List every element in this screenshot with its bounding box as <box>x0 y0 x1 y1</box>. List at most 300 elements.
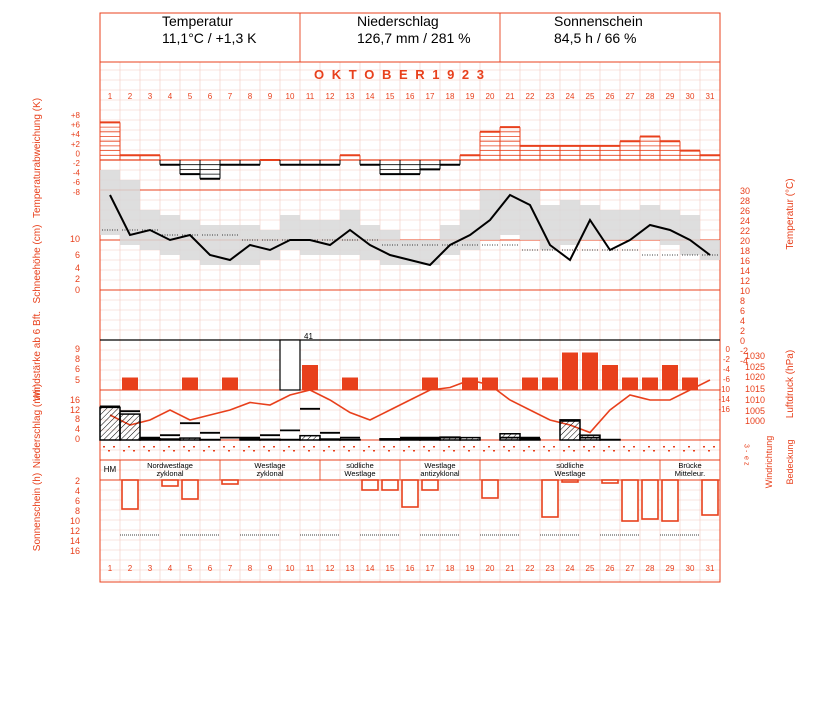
cloud-mark <box>473 446 475 448</box>
day-label-bottom: 28 <box>645 564 655 573</box>
day-label-bottom: 12 <box>325 564 335 573</box>
wind-bar <box>682 378 698 391</box>
label-temp-deviation: Temperaturabweichung (K) <box>32 97 43 219</box>
cloud-mark <box>708 450 710 452</box>
temp-tick: 16 <box>740 256 751 266</box>
cloud-mark <box>453 450 455 452</box>
temp-dev-tick: +2 <box>70 139 80 149</box>
temp-tick: 26 <box>740 206 751 216</box>
precip-bar <box>120 414 140 440</box>
pressure-tick: 1025 <box>745 362 766 372</box>
cloud-mark <box>503 446 505 448</box>
wind-bar <box>602 365 618 390</box>
weather-type-label: Mitteleur. <box>674 469 706 478</box>
wind-tick: 8 <box>74 354 80 364</box>
temp-tick: 14 <box>740 266 751 276</box>
day-label-bottom: 21 <box>505 564 515 573</box>
pressure-dev-tick: -6 <box>722 375 730 384</box>
cloud-mark <box>273 446 275 448</box>
sunshine-bar <box>162 480 178 486</box>
temp-tick: -2 <box>740 346 749 356</box>
label-cloud-cover: Bedeckung <box>785 439 795 485</box>
cloud-mark <box>593 446 595 448</box>
cloud-mark <box>523 450 525 452</box>
cloud-mark <box>323 450 325 452</box>
sunshine-bar <box>622 480 638 521</box>
wind-tick: 9 <box>74 344 80 354</box>
temp-tick: 24 <box>740 216 751 226</box>
cloud-mark <box>613 450 615 452</box>
precip-tick: 12 <box>69 405 80 415</box>
day-label-bottom: 22 <box>525 564 535 573</box>
cloud-mark <box>568 446 570 448</box>
cloud-mark <box>128 446 130 448</box>
cloud-mark <box>688 446 690 448</box>
temp-range-band <box>380 230 400 265</box>
day-label-bottom: 17 <box>425 564 435 573</box>
header-sunshine-title: Sonnenschein <box>554 13 643 29</box>
cloud-mark <box>168 446 170 448</box>
temp-tick: 10 <box>740 286 751 296</box>
cloud-mark <box>383 446 385 448</box>
cloud-mark <box>248 446 250 448</box>
cloud-mark <box>448 446 450 448</box>
day-label-top: 25 <box>585 92 595 101</box>
cloud-mark <box>483 450 485 452</box>
cloud-mark <box>623 446 625 448</box>
pressure-tick: 1000 <box>745 416 766 426</box>
day-label-bottom: 5 <box>187 564 193 573</box>
day-label-bottom: 8 <box>247 564 253 573</box>
month-title: O K T O B E R 1 9 2 3 <box>313 67 487 82</box>
temp-tick: 6 <box>740 306 746 316</box>
sun-tick: 4 <box>74 486 80 496</box>
day-label-top: 29 <box>665 92 675 101</box>
day-label-top: 24 <box>565 92 575 101</box>
cloud-mark <box>463 446 465 448</box>
day-label-top: 18 <box>445 92 455 101</box>
cloud-legend-mark: 3 <box>742 444 750 448</box>
day-label-top: 13 <box>345 92 355 101</box>
precip-bar <box>140 439 160 440</box>
cloud-mark <box>113 446 115 448</box>
temp-range-band <box>480 190 500 240</box>
day-label-top: 14 <box>365 92 375 101</box>
sunshine-bar <box>222 480 238 484</box>
weather-type-label: zyklonal <box>156 469 184 478</box>
precip-tick: 0 <box>74 434 80 444</box>
day-label-top: 2 <box>127 92 133 101</box>
sunshine-bar <box>662 480 678 521</box>
cloud-mark <box>313 446 315 448</box>
day-label-bottom: 30 <box>685 564 695 573</box>
wind-bar <box>280 340 300 390</box>
wind-peak-label: 41 <box>304 332 313 341</box>
cloud-mark <box>703 446 705 448</box>
cloud-mark <box>423 446 425 448</box>
label-wind-force: Windstärke ab 6 Bft. <box>32 310 43 402</box>
day-label-bottom: 31 <box>705 564 715 573</box>
temp-dev-tick: -8 <box>72 187 80 197</box>
cloud-mark <box>203 450 205 452</box>
temp-range-band <box>340 210 360 255</box>
cloud-mark <box>488 446 490 448</box>
pressure-tick: 1005 <box>745 406 766 416</box>
day-label-top: 19 <box>465 92 475 101</box>
precip-tick: 16 <box>69 395 80 405</box>
cloud-mark <box>468 450 470 452</box>
cloud-mark <box>333 450 335 452</box>
cloud-mark <box>393 446 395 448</box>
wind-tick: 6 <box>74 364 80 374</box>
day-label-bottom: 15 <box>385 564 395 573</box>
day-label-bottom: 13 <box>345 564 355 573</box>
temp-dev-tick: -4 <box>72 168 80 178</box>
temp-tick: 8 <box>740 296 746 306</box>
wind-bar <box>542 378 558 391</box>
day-label-top: 27 <box>625 92 635 101</box>
cloud-legend-mark: - <box>742 450 750 453</box>
wind-bar <box>222 378 238 391</box>
sun-tick: 10 <box>69 516 80 526</box>
day-label-bottom: 24 <box>565 564 575 573</box>
weather-type-label: zyklonal <box>256 469 284 478</box>
cloud-mark <box>228 450 230 452</box>
cloud-mark <box>308 450 310 452</box>
day-label-bottom: 16 <box>405 564 415 573</box>
cloud-mark <box>343 446 345 448</box>
cloud-mark <box>433 446 435 448</box>
day-label-bottom: 9 <box>267 564 273 573</box>
cloud-mark <box>243 450 245 452</box>
cloud-mark <box>233 446 235 448</box>
wind-bar <box>522 378 538 391</box>
cloud-mark <box>653 450 655 452</box>
precip-bar <box>460 438 480 440</box>
cloud-mark <box>183 446 185 448</box>
temp-dev-tick: +8 <box>70 111 80 120</box>
day-label-top: 4 <box>167 92 173 101</box>
temp-tick: 22 <box>740 226 751 236</box>
label-wind-direction: Windrichtung <box>764 435 774 489</box>
cloud-mark <box>563 450 565 452</box>
day-label-top: 7 <box>227 92 233 101</box>
label-temperature: Temperatur (°C) <box>785 178 796 250</box>
temp-tick: 12 <box>740 276 751 286</box>
label-sunshine: Sonnenschein (h) <box>32 472 43 552</box>
cloud-mark <box>283 450 285 452</box>
cloud-mark <box>573 450 575 452</box>
cloud-mark <box>583 446 585 448</box>
precip-bar <box>380 439 400 440</box>
cloud-mark <box>628 450 630 452</box>
pressure-tick: 1020 <box>745 372 766 382</box>
cloud-mark <box>348 450 350 452</box>
wind-bar <box>582 353 598 391</box>
day-label-top: 21 <box>505 92 515 101</box>
temp-tick: -4 <box>740 356 749 366</box>
cloud-mark <box>208 446 210 448</box>
cloud-mark <box>428 450 430 452</box>
cloud-mark <box>103 446 105 448</box>
header-sunshine-value: 84,5 h / 66 % <box>554 30 637 46</box>
day-label-top: 23 <box>545 92 555 101</box>
temp-range-band <box>100 170 120 235</box>
wind-bar <box>342 378 358 391</box>
cloud-mark <box>213 450 215 452</box>
cloud-mark <box>173 450 175 452</box>
label-snow-depth: Schneehöhe (cm) <box>32 224 43 304</box>
precip-tick: 4 <box>74 424 80 434</box>
sun-tick: 8 <box>74 506 80 516</box>
precip-bar <box>560 420 580 440</box>
cloud-mark <box>153 446 155 448</box>
precip-bar <box>420 439 440 440</box>
wind-bar <box>182 378 198 391</box>
temp-dev-tick: +4 <box>70 130 80 140</box>
sun-tick: 14 <box>69 536 80 546</box>
cloud-mark <box>493 450 495 452</box>
snow-tick: 4 <box>74 263 80 273</box>
temp-tick: 30 <box>740 186 751 196</box>
sunshine-bar <box>482 480 498 498</box>
day-label-top: 31 <box>705 92 715 101</box>
day-label-bottom: 27 <box>625 564 635 573</box>
cloud-mark <box>663 446 665 448</box>
wind-bar <box>422 378 438 391</box>
snow-tick: 0 <box>74 285 80 295</box>
day-label-bottom: 25 <box>585 564 595 573</box>
label-precipitation: Niederschlag (mm) <box>32 383 43 469</box>
cloud-mark <box>553 446 555 448</box>
day-label-bottom: 1 <box>107 564 113 573</box>
sunshine-bar <box>382 480 398 490</box>
temp-tick: 2 <box>740 326 746 336</box>
cloud-mark <box>413 450 415 452</box>
cloud-legend-mark: z <box>742 462 750 466</box>
cloud-mark <box>223 446 225 448</box>
wind-bar <box>302 365 318 390</box>
day-label-bottom: 18 <box>445 564 455 573</box>
snow-tick: 2 <box>74 274 80 284</box>
weather-type-label: Nordwestlage <box>147 461 193 470</box>
day-label-bottom: 19 <box>465 564 475 573</box>
label-pressure: Luftdruck (hPa) <box>785 349 796 419</box>
cloud-mark <box>443 450 445 452</box>
cloud-mark <box>263 446 265 448</box>
header-temperature-value: 11,1°C / +1,3 K <box>162 30 257 46</box>
day-label-bottom: 3 <box>147 564 153 573</box>
pressure-tick: 1015 <box>745 384 766 394</box>
wind-bar <box>562 353 578 391</box>
temp-tick: 4 <box>740 316 746 326</box>
cloud-mark <box>193 446 195 448</box>
cloud-mark <box>713 446 715 448</box>
cloud-mark <box>513 446 515 448</box>
temp-range-band <box>520 190 540 240</box>
sun-tick: 2 <box>74 476 80 486</box>
day-label-bottom: 4 <box>167 564 173 573</box>
precip-bar <box>320 439 340 440</box>
sunshine-bar <box>542 480 558 517</box>
cloud-mark <box>668 450 670 452</box>
cloud-mark <box>288 446 290 448</box>
weather-type-label: Brücke <box>678 461 702 470</box>
pressure-dev-tick: -10 <box>718 385 730 394</box>
cloud-mark <box>548 450 550 452</box>
temp-dev-tick: -2 <box>72 159 80 168</box>
precip-bar <box>240 439 260 440</box>
temp-range-band <box>500 190 520 235</box>
temp-tick: 20 <box>740 236 751 246</box>
sunshine-bar <box>562 480 578 482</box>
header-precipitation-value: 126,7 mm / 281 % <box>357 30 471 46</box>
day-label-bottom: 11 <box>305 564 315 573</box>
cloud-mark <box>388 450 390 452</box>
weather-type-label: südliche <box>556 461 584 470</box>
cloud-mark <box>373 450 375 452</box>
cloud-mark <box>368 446 370 448</box>
cloud-mark <box>533 450 535 452</box>
day-label-bottom: 14 <box>365 564 375 573</box>
day-label-top: 17 <box>425 92 435 101</box>
temp-tick: 28 <box>740 196 751 206</box>
temp-tick: 18 <box>740 246 751 256</box>
wind-bar <box>622 378 638 391</box>
temp-tick: 0 <box>740 336 746 346</box>
day-label-top: 8 <box>247 92 253 101</box>
sunshine-bar <box>402 480 418 507</box>
day-label-top: 11 <box>305 92 315 101</box>
cloud-mark <box>683 450 685 452</box>
day-label-bottom: 2 <box>127 564 133 573</box>
cloud-mark <box>693 450 695 452</box>
precip-tick: 8 <box>74 414 80 424</box>
cloud-mark <box>148 450 150 452</box>
sunshine-bar <box>362 480 378 490</box>
weather-type-label: Westlage <box>424 461 456 470</box>
day-label-top: 26 <box>605 92 615 101</box>
day-label-top: 22 <box>525 92 535 101</box>
pressure-dev-tick: -14 <box>718 395 730 404</box>
cloud-mark <box>403 450 405 452</box>
temp-range-band <box>280 215 300 250</box>
precip-bar <box>520 439 540 440</box>
temp-range-band <box>180 220 200 260</box>
day-label-bottom: 6 <box>207 564 213 573</box>
sun-tick: 12 <box>69 526 80 536</box>
weather-type-label: Westlage <box>344 469 376 478</box>
day-label-top: 1 <box>107 92 113 101</box>
temp-range-band <box>420 240 440 265</box>
day-label-top: 30 <box>685 92 695 101</box>
pressure-tick: 1010 <box>745 395 766 405</box>
cloud-mark <box>303 446 305 448</box>
cloud-mark <box>608 446 610 448</box>
cloud-mark <box>293 450 295 452</box>
wind-bar <box>662 365 678 390</box>
day-label-top: 10 <box>285 92 295 101</box>
sunshine-bar <box>182 480 198 499</box>
day-label-top: 28 <box>645 92 655 101</box>
day-label-top: 15 <box>385 92 395 101</box>
temp-range-band <box>260 230 280 260</box>
weather-type-label: Westlage <box>554 469 586 478</box>
temp-dev-tick: +6 <box>70 120 80 130</box>
cloud-mark <box>123 450 125 452</box>
temp-range-band <box>560 200 580 245</box>
cloud-mark <box>633 446 635 448</box>
pressure-tick: 1030 <box>745 351 766 361</box>
day-label-top: 5 <box>187 92 193 101</box>
weather-type-label: HM <box>103 465 117 474</box>
precip-bar <box>180 438 200 440</box>
temp-range-band <box>200 225 220 265</box>
day-label-bottom: 23 <box>545 564 555 573</box>
cloud-mark <box>543 446 545 448</box>
cloud-mark <box>143 446 145 448</box>
day-label-top: 16 <box>405 92 415 101</box>
wind-bar <box>642 378 658 391</box>
cloud-mark <box>188 450 190 452</box>
sunshine-bar <box>602 480 618 483</box>
day-label-bottom: 7 <box>227 564 233 573</box>
cloud-mark <box>673 446 675 448</box>
cloud-mark <box>643 450 645 452</box>
cloud-mark <box>133 450 135 452</box>
precip-bar <box>160 439 180 440</box>
cloud-mark <box>408 446 410 448</box>
header-precipitation-title: Niederschlag <box>357 13 439 29</box>
cloud-mark <box>353 446 355 448</box>
sunshine-bar <box>702 480 718 515</box>
day-label-top: 3 <box>147 92 153 101</box>
day-label-bottom: 26 <box>605 564 615 573</box>
cloud-mark <box>253 450 255 452</box>
pressure-dev-tick: -2 <box>722 355 730 364</box>
precip-bar <box>100 407 120 440</box>
precip-bar <box>300 436 320 440</box>
cloud-legend-mark: e <box>742 456 750 460</box>
day-label-top: 20 <box>485 92 495 101</box>
snow-tick: 6 <box>74 250 80 260</box>
header-temperature-title: Temperatur <box>162 13 233 29</box>
precip-bar <box>400 439 420 440</box>
day-label-top: 12 <box>325 92 335 101</box>
day-label-bottom: 29 <box>665 564 675 573</box>
cloud-mark <box>163 450 165 452</box>
day-label-bottom: 20 <box>485 564 495 573</box>
temp-range-band <box>300 220 320 255</box>
cloud-mark <box>603 450 605 452</box>
weather-type-label: antizyklonal <box>420 469 460 478</box>
cloud-mark <box>528 446 530 448</box>
sun-tick: 6 <box>74 496 80 506</box>
cloud-mark <box>508 450 510 452</box>
temp-dev-tick: 0 <box>75 149 80 159</box>
snow-tick: 10 <box>69 234 80 244</box>
precip-bar <box>260 439 280 440</box>
temp-range-band <box>320 220 340 255</box>
day-label-bottom: 10 <box>285 564 295 573</box>
weather-type-label: südliche <box>346 461 374 470</box>
temp-range-band <box>680 215 700 255</box>
temp-range-band <box>440 225 460 255</box>
cloud-mark <box>108 450 110 452</box>
wind-tick: 5 <box>74 375 80 385</box>
sunshine-bar <box>642 480 658 519</box>
sunshine-bar <box>122 480 138 509</box>
